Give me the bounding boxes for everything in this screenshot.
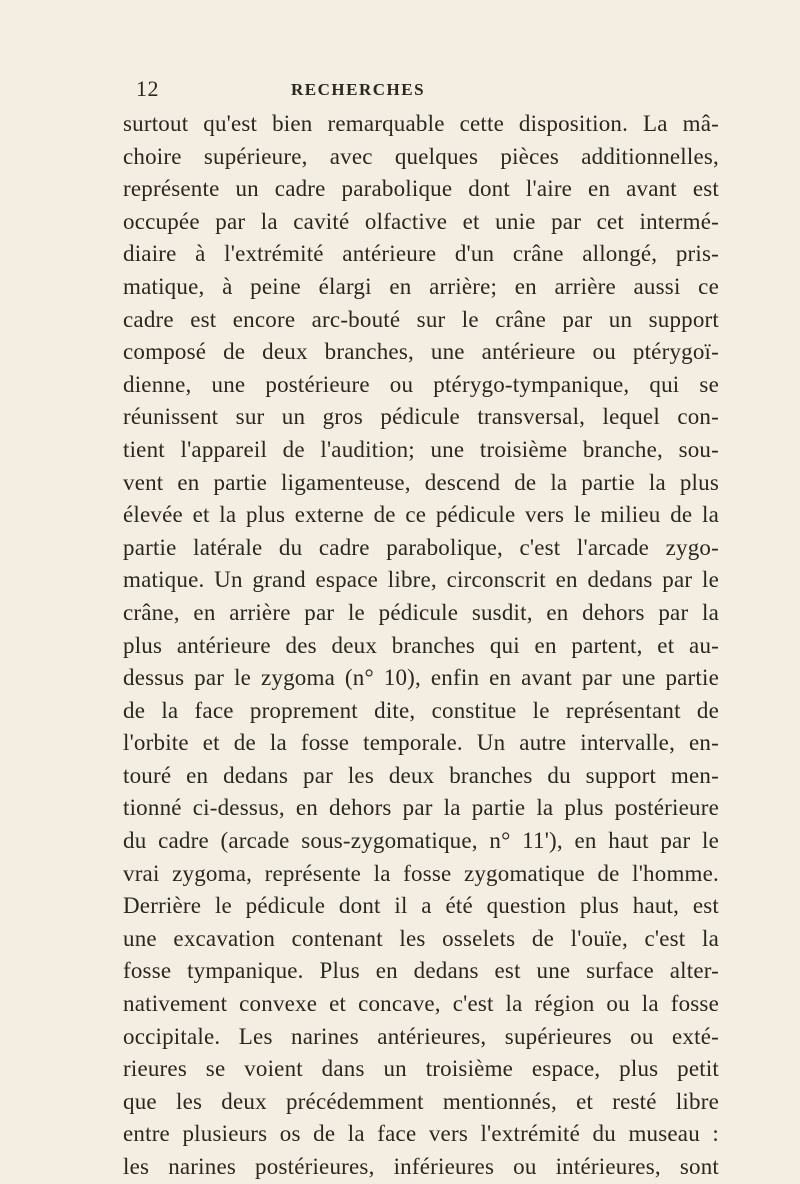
text-line: diaire à l'extrémité antérieure d'un crâne allongé, pris-: [123, 241, 719, 267]
text-line: crâne, en arrière par le pédicule susdit, en dehors par la: [123, 599, 719, 625]
text-line: tionné ci-dessus, en dehors par la partie la plus postérieure: [123, 795, 719, 821]
text-line: entre plusieurs os de la face vers l'extrémité du museau :: [123, 1121, 719, 1147]
body-text: [123, 108, 719, 1179]
text-line: Derrière le pédicule dont il a été question plus haut, est: [123, 893, 719, 919]
text-line: une excavation contenant les osselets de l'ouïe, c'est la: [123, 925, 719, 951]
running-title: RECHERCHES: [291, 80, 426, 99]
text-line: occipitale. Les narines antérieures, supérieures ou exté-: [123, 1023, 719, 1049]
text-line: fosse tympanique. Plus en dedans est une surface alter-: [123, 958, 719, 984]
text-line: du cadre (arcade sous-zygomatique, n° 11'), en haut par le: [123, 828, 719, 854]
text-line: dienne, une postérieure ou ptérygo-tympanique, qui se: [123, 371, 719, 397]
text-line: nativement convexe et concave, c'est la région ou la fosse: [123, 991, 719, 1017]
text-line: réunissent sur un gros pédicule transversal, lequel con-: [123, 404, 719, 430]
text-line: vent en partie ligamenteuse, descend de la partie la plus: [123, 469, 719, 495]
text-line: surtout qu'est bien remarquable cette disposition. La mâ-: [123, 111, 719, 136]
text-line: dessus par le zygoma (n° 10), enfin en avant par une partie: [123, 665, 719, 691]
page-header: [136, 76, 676, 102]
page-number: 12: [136, 76, 159, 101]
text-line: l'orbite et de la fosse temporale. Un autre intervalle, en-: [123, 730, 719, 756]
text-line: représente un cadre parabolique dont l'aire en avant est: [123, 176, 719, 202]
text-line: élevée et la plus externe de ce pédicule vers le milieu de la: [123, 502, 719, 528]
text-line: de la face proprement dite, constitue le représentant de: [123, 697, 719, 723]
text-line: choire supérieure, avec quelques pièces additionnelles,: [123, 143, 719, 169]
text-line: plus antérieure des deux branches qui en partent, et au-: [123, 632, 719, 658]
text-line: cadre est encore arc-bouté sur le crâne par un support: [123, 306, 719, 332]
text-line: composé de deux branches, une antérieure ou ptérygoï-: [123, 339, 719, 365]
text-line: vrai zygoma, représente la fosse zygomatique de l'homme.: [123, 860, 719, 886]
text-line: partie latérale du cadre parabolique, c'est l'arcade zygo-: [123, 534, 719, 560]
text-line: les narines postérieures, inférieures ou intérieures, sont: [123, 1154, 719, 1179]
text-line: matique, à peine élargi en arrière; en arrière aussi ce: [123, 273, 719, 299]
text-line: touré en dedans par les deux branches du support men-: [123, 762, 719, 788]
text-line: occupée par la cavité olfactive et unie par cet intermé-: [123, 208, 719, 234]
text-line: matique. Un grand espace libre, circonscrit en dedans par le: [123, 567, 719, 593]
text-line: que les deux précédemment mentionnés, et resté libre: [123, 1088, 719, 1114]
text-line: rieures se voient dans un troisième espace, plus petit: [123, 1056, 719, 1082]
text-line: tient l'appareil de l'audition; une troisième branche, sou-: [123, 436, 719, 462]
